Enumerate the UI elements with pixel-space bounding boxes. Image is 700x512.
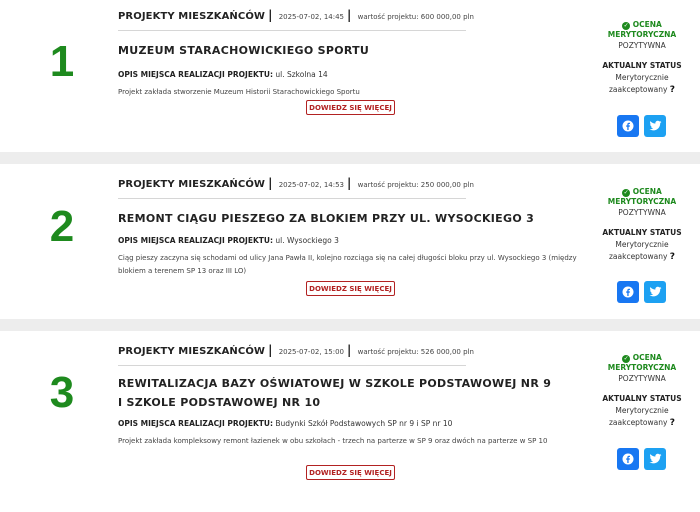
- check-circle-icon: ✓: [623, 189, 629, 196]
- separator: |: [347, 176, 352, 190]
- twitter-share-button[interactable]: [644, 115, 666, 137]
- project-title[interactable]: REMONT CIĄGU PIESZEGO ZA BLOKIEM PRZY UL. WYSOCKIEGO 3: [118, 212, 535, 225]
- project-status-panel: [592, 187, 692, 263]
- evaluation-value: POZYTYWNA: [618, 374, 666, 383]
- facebook-icon: [622, 120, 634, 132]
- project-location: [118, 70, 578, 79]
- project-rank: 1: [49, 37, 75, 86]
- project-title[interactable]: MUZEUM STARACHOWICKIEGO SPORTU: [118, 44, 370, 57]
- share-buttons: [617, 115, 669, 137]
- separator: |: [347, 8, 352, 22]
- project-description: Projekt zakłada kompleksowy remont łazienek w obu szkołach - trzech na parterze w SP 9 oraz dwóch na parterze w SP 10: [118, 437, 548, 445]
- status-title: AKTUALNY STATUS: [602, 394, 682, 403]
- location-label: OPIS MIEJSCA REALIZACJI PROJEKTU:: [118, 70, 273, 79]
- learn-more-button[interactable]: DOWIEDZ SIĘ WIĘCEJ: [306, 281, 395, 296]
- separator: |: [268, 343, 273, 357]
- project-location: [118, 236, 578, 245]
- learn-more-button[interactable]: DOWIEDZ SIĘ WIĘCEJ: [306, 465, 395, 480]
- separator: |: [268, 176, 273, 190]
- project-category: PROJEKTY MIESZKAŃCÓW: [118, 11, 266, 22]
- evaluation-label: ✓ OCENA MERYTORYCZNA: [607, 20, 677, 39]
- help-icon[interactable]: ?: [669, 418, 676, 428]
- project-meta: [118, 8, 474, 31]
- project-category: PROJEKTY MIESZKAŃCÓW: [118, 346, 266, 357]
- check-circle-icon: ✓: [623, 22, 629, 29]
- status-title: AKTUALNY STATUS: [602, 228, 682, 237]
- twitter-share-button[interactable]: [644, 281, 666, 303]
- project-description: Projekt zakłada stworzenie Muzeum Historii Starachowickiego Sportu: [118, 88, 360, 96]
- status-title: AKTUALNY STATUS: [602, 61, 682, 70]
- project-datetime: 2025-07-02, 14:53: [278, 181, 344, 189]
- project-status-panel: [592, 353, 692, 429]
- twitter-icon: [649, 286, 662, 298]
- status-value: Merytorycznie zaakceptowany ?: [608, 240, 676, 262]
- evaluation-label: ✓ OCENA MERYTORYCZNA: [607, 187, 677, 206]
- project-value: wartość projektu: 600 000,00 pln: [357, 13, 474, 21]
- project-meta: [118, 343, 474, 366]
- project-description: Ciąg pieszy zaczyna się schodami od ulicy Jana Pawła II, kolejno rozciąga się na całej długości bloku przy ul. Wysockiego 3 (między blokiem a terenem SP 13 oraz III LO): [118, 254, 577, 275]
- project-rank: 3: [49, 368, 75, 417]
- twitter-share-button[interactable]: [644, 448, 666, 470]
- project-value: wartość projektu: 250 000,00 pln: [357, 181, 474, 189]
- project-rank: 2: [49, 202, 75, 251]
- learn-more-button[interactable]: DOWIEDZ SIĘ WIĘCEJ: [306, 100, 395, 115]
- help-icon[interactable]: ?: [669, 252, 676, 262]
- facebook-icon: [622, 286, 634, 298]
- project-card: [0, 164, 700, 319]
- status-value: Merytorycznie zaakceptowany ?: [608, 73, 676, 95]
- facebook-share-button[interactable]: [617, 448, 639, 470]
- check-circle-icon: ✓: [623, 355, 629, 362]
- share-buttons: [617, 448, 669, 470]
- status-value: Merytorycznie zaakceptowany ?: [608, 406, 676, 428]
- project-datetime: 2025-07-02, 15:00: [278, 348, 344, 356]
- project-value: wartość projektu: 526 000,00 pln: [357, 348, 474, 356]
- project-meta: [118, 176, 474, 199]
- separator: |: [268, 8, 273, 22]
- help-icon[interactable]: ?: [669, 85, 676, 95]
- project-title[interactable]: REWITALIZACJA BAZY OŚWIATOWEJ W SZKOLE PODSTAWOWEJ NR 9 I SZKOLE PODSTAWOWEJ NR 10: [118, 377, 552, 409]
- evaluation-label: ✓ OCENA MERYTORYCZNA: [607, 353, 677, 372]
- location-value: Budynki Szkół Podstawowych SP nr 9 i SP nr 10: [275, 419, 453, 428]
- twitter-icon: [649, 453, 662, 465]
- separator: |: [347, 343, 352, 357]
- share-buttons: [617, 281, 669, 303]
- project-status-panel: [592, 20, 692, 96]
- project-location: [118, 419, 578, 428]
- facebook-share-button[interactable]: [617, 281, 639, 303]
- location-value: ul. Wysockiego 3: [275, 236, 339, 245]
- location-label: OPIS MIEJSCA REALIZACJI PROJEKTU:: [118, 419, 273, 428]
- location-label: OPIS MIEJSCA REALIZACJI PROJEKTU:: [118, 236, 273, 245]
- facebook-share-button[interactable]: [617, 115, 639, 137]
- facebook-icon: [622, 453, 634, 465]
- evaluation-value: POZYTYWNA: [618, 41, 666, 50]
- twitter-icon: [649, 120, 662, 132]
- project-category: PROJEKTY MIESZKAŃCÓW: [118, 179, 266, 190]
- evaluation-value: POZYTYWNA: [618, 208, 666, 217]
- project-datetime: 2025-07-02, 14:45: [278, 13, 344, 21]
- project-card: [0, 0, 700, 152]
- project-card: [0, 331, 700, 512]
- location-value: ul. Szkolna 14: [275, 70, 328, 79]
